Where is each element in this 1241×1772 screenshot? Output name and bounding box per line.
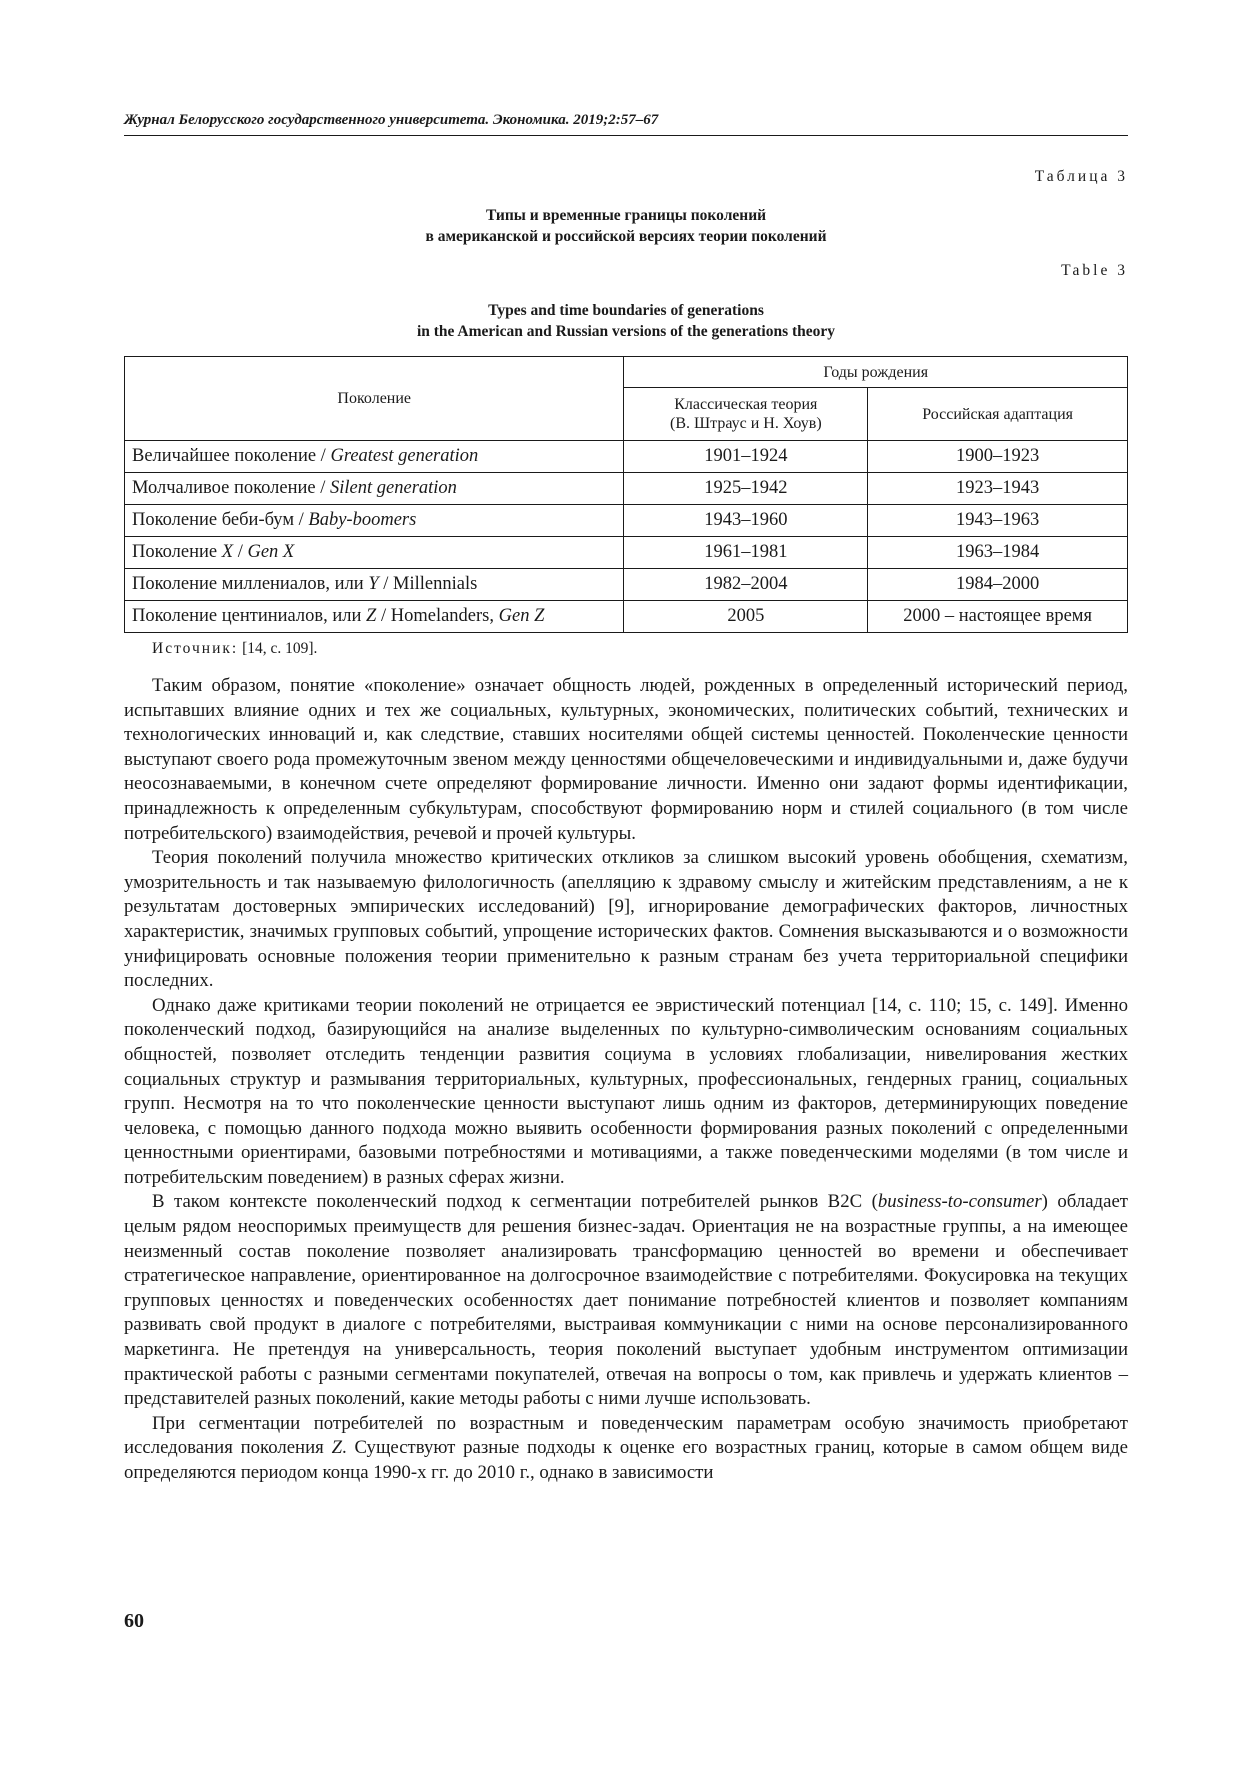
table-label-ru: Таблица 3 — [1034, 168, 1128, 185]
header-russian-adaptation: Российская адаптация — [868, 388, 1128, 441]
generation-name: Поколение X / Gen X — [125, 537, 624, 569]
table-title-ru-line1: Типы и временные границы поколений — [485, 207, 767, 224]
table-label-en: Table 3 — [1061, 262, 1128, 279]
table-row — [125, 473, 1128, 505]
generation-name: Молчаливое поколение / Silent generation — [125, 473, 624, 505]
classic-years: 1961–1981 — [624, 537, 868, 569]
header-classic-line1: Классическая теория — [674, 396, 818, 413]
table-row — [125, 569, 1128, 601]
generation-name: Поколение беби-бум / Baby-boomers — [125, 505, 624, 537]
table-title-ru-line2: в американской и российской версиях теории поколений — [425, 228, 827, 245]
russian-years: 1984–2000 — [868, 569, 1128, 601]
paragraph-1: Таким образом, понятие «поколение» означает общность людей, рожденных в определенный исторический период, испытавших влияние одних и тех же социальных, культурных, экономических, политических событий, технических и технологических инноваций и, как следствие, ставших носителями общей системы ценностей. Поколенческие ценности выступают своего рода промежуточным звеном между ценностями общечеловеческими и индивидуальными и, даже будучи неосознаваемыми, в конечном счете определяют формирование личности. Именно они задают формы идентификации, принадлежность к определенным субкультурам, способствуют формированию норм и стилей социального (в том числе потребительского) взаимодействия, речевой и прочей культуры. — [124, 675, 1128, 844]
table-source — [152, 640, 317, 658]
classic-years: 1982–2004 — [624, 569, 868, 601]
classic-years: 2005 — [624, 601, 868, 633]
paragraph-3: Однако даже критиками теории поколений не отрицается ее эвристический потенциал [14, с. 110; 15, с. 149]. Именно поколенческий подход, базирующийся на анализе выделенных по культурно-символическим основаниям социальных общностей, позволяет отследить тенденции развития социума в условиях глобализации, нивелирования жестких социальных структур и размывания территориальных, культурных, профессиональных, гендерных границ, социальных групп. Несмотря на то что поколенческие ценности выступают лишь одним из факторов, детерминирующих поведение человека, с помощью данного подхода можно выявить особенности формирования разных поколений с определенными ценностными ориентирами, базовыми потребностями и мотивациями, а также поведенческими моделями (в том числе и потребительским поведением) в разных сферах жизни. — [124, 994, 1128, 1188]
body-text — [124, 674, 1128, 1486]
table-row — [125, 601, 1128, 633]
paragraph-4: В таком контексте поколенческий подход к сегментации потребителей рынков B2C (business-to-consumer) обладает целым рядом неоспоримых преимуществ для решения бизнес-задач. Ориентация не на возрастные группы, а на имеющее неизменный состав поколение позволяет анализировать трансформацию ценностей во времени и обеспечивает стратегическое направление, ориентированное на долгосрочное взаимодействие с потребителями. Фокусировка на текущих групповых ценностях и поведенческих особенностях дает понимание потребностей клиентов и позволяет компаниям развивать свой продукт в диалоге с потребителями, выстраивая коммуникации с ними на основе персонализированного маркетинга. Не претендуя на универсальность, теория поколений выступает удобным инструментом оптимизации практической работы с разными сегментами покупателей, отвечая на вопросы о том, как привлечь и удержать клиентов – представителей разных поколений, какие методы работы с ними лучше использовать. — [124, 1191, 1128, 1410]
header-classic-theory — [624, 388, 868, 441]
paragraph-5: При сегментации потребителей по возрастным и поведенческим параметрам особую значимость приобретают исследования поколения Z. Существуют разные подходы к оценке его возрастных границ, которые в самом общем виде определяются периодом конца 1990-х гг. до 2010 г., однако в зависимости — [124, 1412, 1128, 1483]
classic-years: 1925–1942 — [624, 473, 868, 505]
header-generation: Поколение — [125, 357, 624, 441]
table-title-en — [124, 300, 1128, 342]
paragraph-2: Теория поколений получила множество критических откликов за слишком высокий уровень обобщения, схематизм, умозрительность и так называемую филологичность (апелляцию к здравому смыслу и житейским представлениям, а не к результатам достоверных эмпирических исследований) [9], игнорирование демографических факторов, личностных характеристик, значимых групповых событий, упрощение исторических фактов. Сомнения высказываются и о возможности унифицировать основные положения теории применительно к разным странам без учета территориальной специфики последних. — [124, 847, 1128, 992]
running-header: Журнал Белорусского государственного университета. Экономика. 2019;2:57–67 — [124, 112, 1128, 136]
table-row — [125, 505, 1128, 537]
russian-years: 1923–1943 — [868, 473, 1128, 505]
header-birth-years: Годы рождения — [624, 357, 1128, 388]
source-label: Источник: — [152, 640, 239, 657]
classic-years: 1901–1924 — [624, 441, 868, 473]
russian-years: 1900–1923 — [868, 441, 1128, 473]
generations-table — [124, 356, 1128, 633]
generation-name: Поколение миллениалов, или Y / Millennials — [125, 569, 624, 601]
table-row — [125, 537, 1128, 569]
russian-years: 2000 – настоящее время — [868, 601, 1128, 633]
russian-years: 1943–1963 — [868, 505, 1128, 537]
header-classic-line2: (В. Штраус и Н. Хоув) — [670, 415, 822, 432]
source-reference: [14, с. 109]. — [238, 640, 318, 657]
table-title-en-line1: Types and time boundaries of generations — [488, 302, 764, 319]
table-row — [125, 441, 1128, 473]
generation-name: Величайшее поколение / Greatest generation — [125, 441, 624, 473]
russian-years: 1963–1984 — [868, 537, 1128, 569]
page-number: 60 — [124, 1610, 144, 1632]
generation-name: Поколение центиниалов, или Z / Homelanders, Gen Z — [125, 601, 624, 633]
table-title-ru — [124, 205, 1128, 247]
table-title-en-line2: in the American and Russian versions of the generations theory — [416, 323, 836, 340]
classic-years: 1943–1960 — [624, 505, 868, 537]
